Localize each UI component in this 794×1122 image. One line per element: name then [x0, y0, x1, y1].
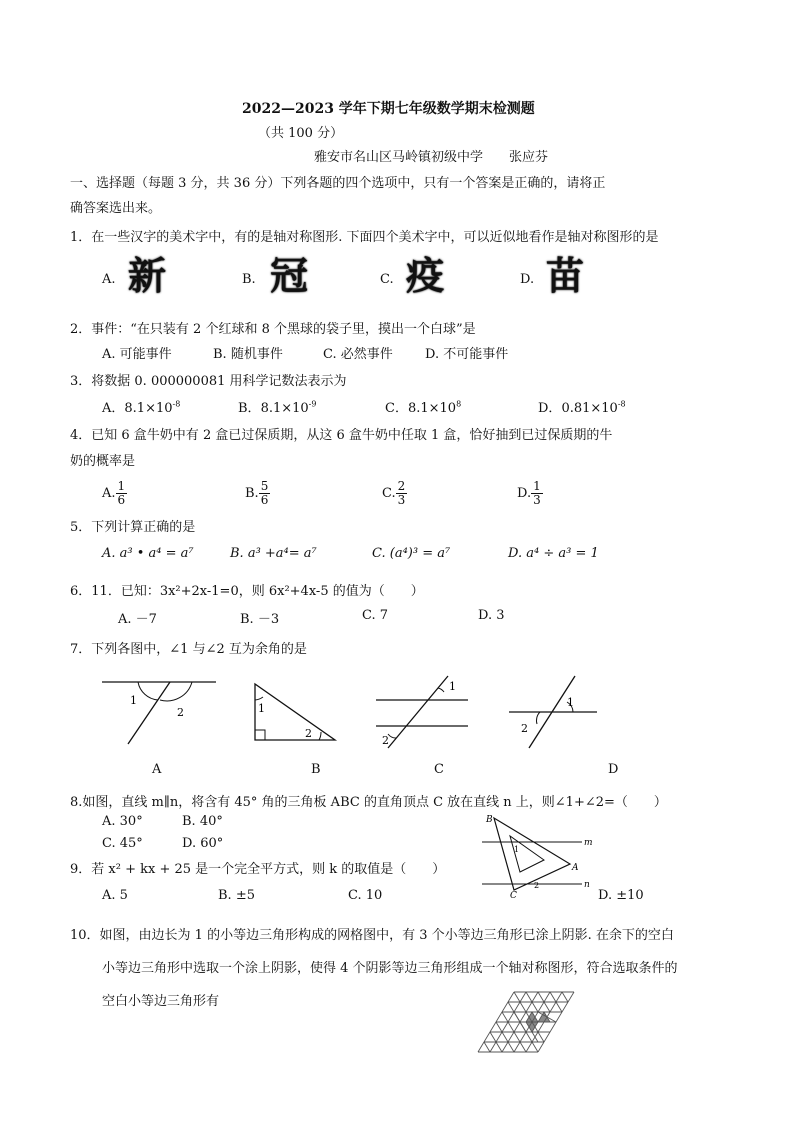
question-4-stem-line2: 奶的概率是 [70, 454, 136, 469]
q8-figure [478, 812, 598, 901]
q3-option-d: D．$0.81\times 10^{-8}$ [538, 399, 626, 416]
q4-option-d: D. $\frac{1}{3}$ [517, 479, 541, 507]
q8-line-n: n [584, 880, 590, 890]
q7-figure-c [372, 672, 472, 752]
question-10-stem-line2: 小等边三角形中选取一个涂上阴影，使得 4 个阴影等边三角形组成一个轴对称图形，符合选取条件的 [102, 961, 678, 976]
q5-option-c: C. (a⁴)³ = a⁷ [372, 546, 451, 561]
question-8-stem: 8.如图，直线 m∥n，将含有 45° 角的三角板 ABC 的直角顶点 C 放在直线 n 上，则∠1+∠2=（ ） [70, 795, 667, 810]
q6-option-c: C. 7 [362, 608, 389, 623]
fig-a-angle-2: 2 [177, 706, 184, 719]
q7-label-a: A [152, 762, 162, 777]
question-3-stem: 3．将数据 0. 000000081 用科学记数法表示为 [70, 374, 347, 389]
q8-angle-2: 2 [534, 881, 540, 890]
q1-art-char-d: 苗 [546, 254, 585, 298]
page-title: 2022—2023 学年下期七年级数学期末检测题 [242, 101, 535, 117]
q8-angle-1: 1 [514, 845, 520, 854]
question-1-stem: 1．在一些汉字的美术字中，有的是轴对称图形. 下面四个美术字中，可以近似地看作是轴对称图形的是 [70, 230, 659, 245]
q4-option-b: B. $\frac{5}{6}$ [245, 479, 269, 507]
section-intro-line2: 确答案选出来。 [70, 201, 162, 216]
q8-line-m: m [584, 838, 593, 848]
total-score: （共 100 分） [258, 126, 344, 141]
q1-label-b: B. [242, 272, 256, 287]
q6-option-a: A. －7 [118, 612, 157, 627]
question-6-stem: 6．11．已知：3x²+2x-1=0，则 6x²+4x-5 的值为（ ） [70, 584, 424, 599]
question-5-stem: 5．下列计算正确的是 [70, 520, 196, 535]
q1-art-char-b: 冠 [270, 254, 309, 298]
q7-label-c: C [434, 762, 444, 777]
q5-option-a: A. a³ • a⁴ = a⁷ [102, 546, 194, 561]
q9-option-c: C. 10 [348, 888, 383, 903]
section-intro-line1: 一、选择题（每题 3 分，共 36 分）下列各题的四个选项中，只有一个答案是正确的，请将正 [70, 176, 606, 191]
q8-point-c: C [510, 891, 517, 901]
author-line: 雅安市名山区马岭镇初级中学 张应芬 [314, 150, 549, 165]
fig-b-angle-2: 2 [305, 727, 312, 740]
q9-option-d: D. ±10 [598, 888, 644, 903]
q8-point-a: A [572, 863, 579, 873]
fig-d-angle-1: 1 [567, 696, 574, 709]
q4-option-a: A. $\frac{1}{6}$ [102, 479, 126, 507]
q8-option-c: C. 45° [102, 836, 143, 851]
q9-option-a: A. 5 [102, 888, 128, 903]
q7-label-b: B [311, 762, 321, 777]
q4-option-c: C. $\frac{2}{3}$ [382, 479, 406, 507]
q8-option-d: D. 60° [182, 836, 224, 851]
q1-art-char-c: 疫 [406, 254, 445, 298]
q1-label-c: C. [380, 272, 394, 287]
q5-option-d: D. a⁴ ÷ a³ = 1 [508, 546, 599, 561]
q8-point-b: B [486, 815, 493, 825]
q6-option-b: B. －3 [240, 612, 280, 627]
question-9-stem: 9．若 x² + kx + 25 是一个完全平方式，则 k 的取值是（ ） [70, 862, 446, 877]
q5-option-b: B. a³ +a⁴= a⁷ [230, 546, 317, 561]
question-7-stem: 7．下列各图中，∠1 与∠2 互为余角的是 [70, 642, 307, 657]
q9-option-b: B. ±5 [218, 888, 255, 903]
question-2-stem: 2．事件：“在只装有 2 个红球和 8 个黑球的袋子里，摸出一个白球”是 [70, 322, 476, 337]
q6-option-d: D. 3 [478, 608, 505, 623]
q2-option-c: C. 必然事件 [323, 347, 393, 362]
q7-figure-a [100, 672, 220, 752]
fig-b-angle-1: 1 [258, 702, 265, 715]
question-10-stem-line3: 空白小等边三角形有 [102, 994, 220, 1009]
fig-d-angle-2: 2 [521, 722, 528, 735]
q3-option-c: C．$8.1\times 10^8$ [385, 399, 462, 416]
q2-option-b: B. 随机事件 [213, 347, 283, 362]
q8-option-b: B. 40° [182, 814, 223, 829]
q3-option-b: B．$8.1\times 10^{-9}$ [238, 399, 317, 416]
q1-label-d: D. [520, 272, 535, 287]
q1-label-a: A. [102, 272, 116, 287]
q8-option-a: A. 30° [102, 814, 143, 829]
fig-c-angle-2: 2 [382, 734, 389, 747]
q7-figure-b [245, 680, 345, 745]
q3-option-a: A．$8.1\times 10^{-8}$ [102, 399, 181, 416]
question-4-stem-line1: 4．已知 6 盒牛奶中有 2 盒已过保质期，从这 6 盒牛奶中任取 1 盒，恰好抽到已过保质期的牛 [70, 428, 613, 443]
fig-a-angle-1: 1 [130, 694, 137, 707]
q2-option-d: D. 不可能事件 [425, 347, 509, 362]
q1-art-char-a: 新 [128, 254, 167, 298]
q7-figure-d [505, 672, 605, 752]
q10-triangle-grid [478, 992, 598, 1054]
fig-c-angle-1: 1 [449, 680, 456, 693]
question-10-stem-line1: 10．如图，由边长为 1 的小等边三角形构成的网格图中，有 3 个小等边三角形已涂上阴影. 在余下的空白 [70, 928, 674, 943]
q7-label-d: D [608, 762, 619, 777]
q2-option-a: A. 可能事件 [102, 347, 172, 362]
